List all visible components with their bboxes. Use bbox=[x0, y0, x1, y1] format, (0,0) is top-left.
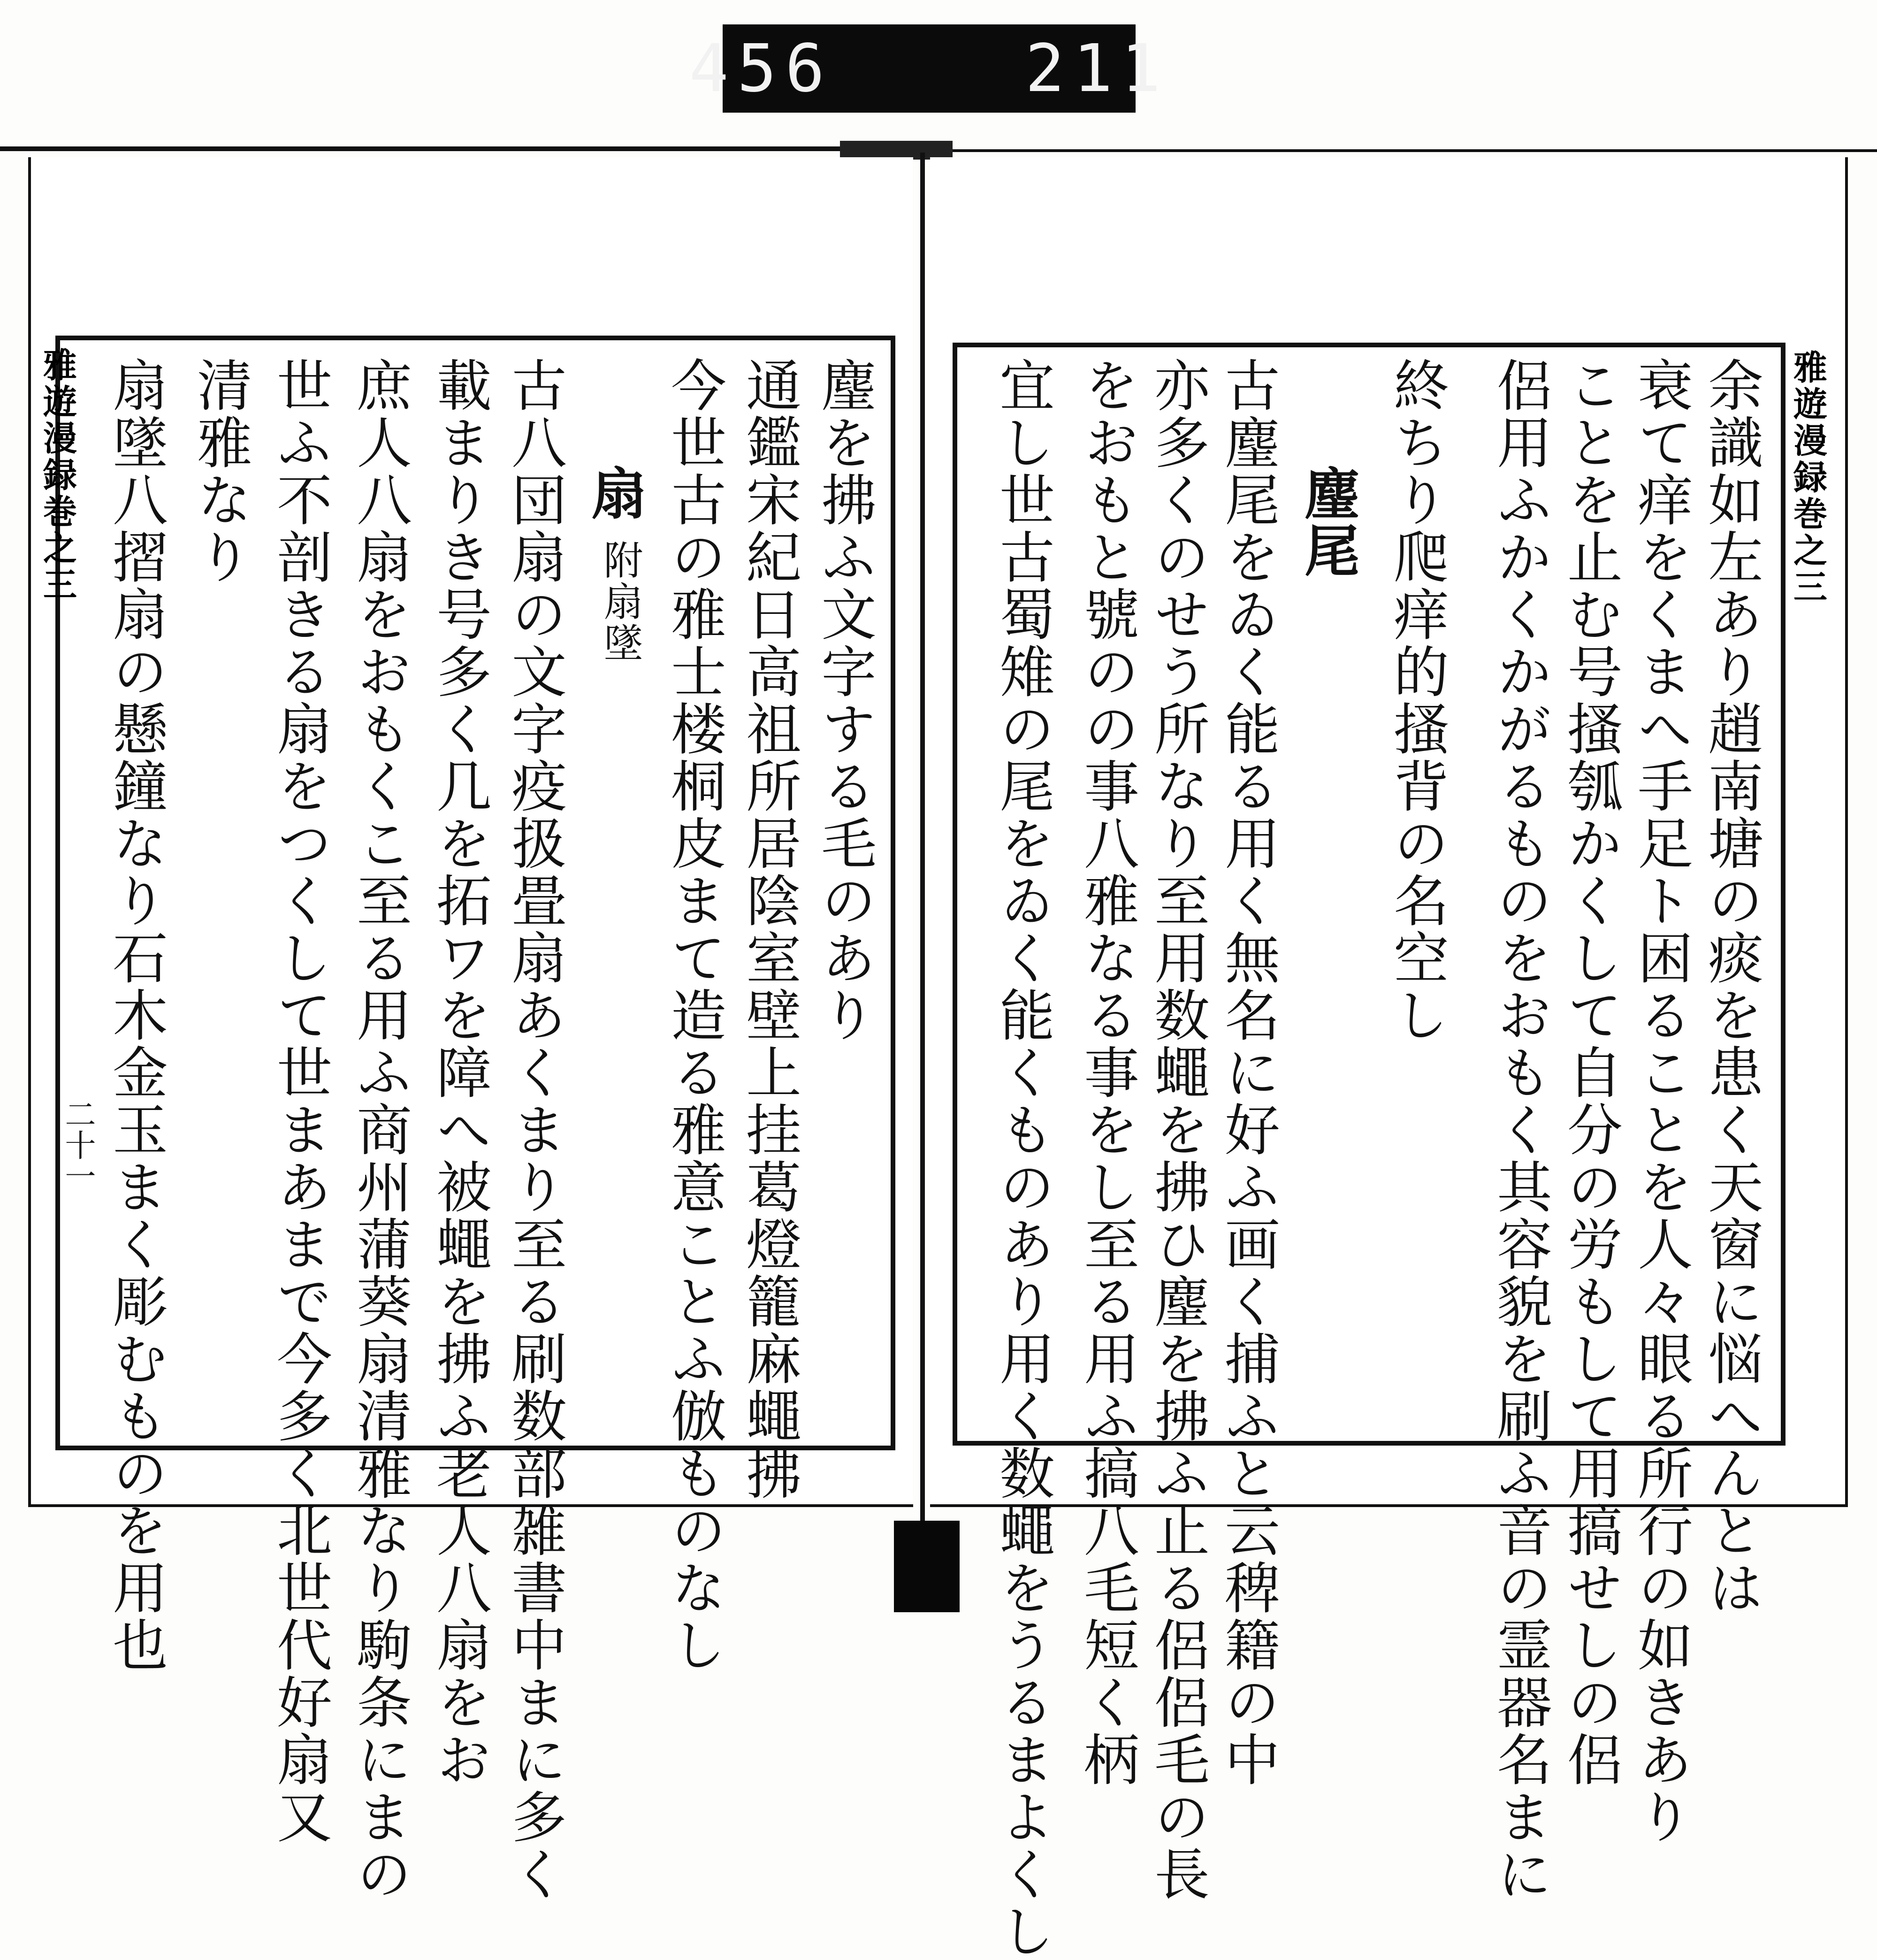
right-col-2: 衰て痒をくまへ手足ト困ることを人々眼る所行の如きあり bbox=[1628, 357, 1693, 1845]
fold-shadow bbox=[840, 141, 953, 160]
left-col-1: 麈を拂ふ文字する毛のあり bbox=[812, 357, 877, 1044]
right-col-7: 亦多くのせう所なり至用数蠅を拂ひ麈を拂ふ止る侶侶毛の長 bbox=[1145, 357, 1210, 1903]
left-col-4: 古八団扇の文字疫扱畳扇あくまり至る刷数部雑書中まに多く bbox=[502, 357, 567, 1903]
top-rule-right bbox=[845, 149, 1877, 152]
right-col-9: 宜し世古蜀雉の尾をゐく能くものあり用く数蠅をうるまよくし bbox=[990, 357, 1055, 1960]
right-col-3: ことを止む号搔瓠かくして自分の労もして用搞せしの侶 bbox=[1558, 357, 1623, 1788]
archive-label bbox=[689, 24, 1169, 113]
left-heading: 扇 bbox=[582, 465, 647, 522]
left-col-2: 通鑑宋紀日高祖所居陰室壁上挂葛燈籠麻蠅拂 bbox=[737, 357, 801, 1502]
left-subheading: 附扇墜 bbox=[597, 540, 643, 664]
right-col-6: 古麈尾をゐく能る用く無名に好ふ画く捕ふと云稗籍の中 bbox=[1215, 357, 1280, 1788]
left-col-7: 世ふ不剖きる扇をつくして世まあまで今多く北世代好扇又 bbox=[267, 357, 332, 1845]
archive-number-right: 211 bbox=[1025, 30, 1169, 107]
margin-title-right: 雅遊漫録巻之三 bbox=[1788, 350, 1828, 606]
left-col-6: 庶人八扇をおもくこ至る用ふ商州蒲葵扇清雅なり駒条にまの bbox=[347, 357, 412, 1903]
label-gap bbox=[833, 31, 1025, 107]
top-rule bbox=[0, 146, 845, 151]
right-col-4: 侶用ふかくかがるものをおもく其容貌を刷ふ音の霊器名まに bbox=[1488, 357, 1552, 1903]
margin-title-left: 雅遊漫録巻之三 bbox=[38, 347, 77, 604]
right-col-5: 終ちり爬痒的搔背の名空し bbox=[1384, 357, 1449, 1044]
book-spine bbox=[920, 153, 925, 1612]
left-col-5: 載まりき号多く几を拓ワを障へ被蠅を拂ふ老人八扇をお bbox=[427, 357, 492, 1788]
left-col-3: 今世古の雅士楼桐皮まて造る雅意ことふ倣ものなし bbox=[662, 357, 726, 1674]
archive-number-left: 456 bbox=[689, 30, 833, 107]
left-col-9: 扇墜八摺扇の懸鐘なり石木金玉まく彫むものを用也 bbox=[103, 357, 168, 1674]
spine-shadow-bottom bbox=[894, 1521, 960, 1612]
right-heading: 麈尾 bbox=[1295, 465, 1360, 579]
right-col-1: 余識如左あり趙南塘の痰を患く天窗に悩へんとは bbox=[1699, 357, 1763, 1616]
left-col-8: 清雅なり bbox=[188, 357, 252, 586]
right-col-8: をおもと號のの事八雅なる事をし至る用ふ搞八毛短く柄 bbox=[1075, 357, 1139, 1788]
folio-number: 二十一 bbox=[60, 1098, 96, 1191]
